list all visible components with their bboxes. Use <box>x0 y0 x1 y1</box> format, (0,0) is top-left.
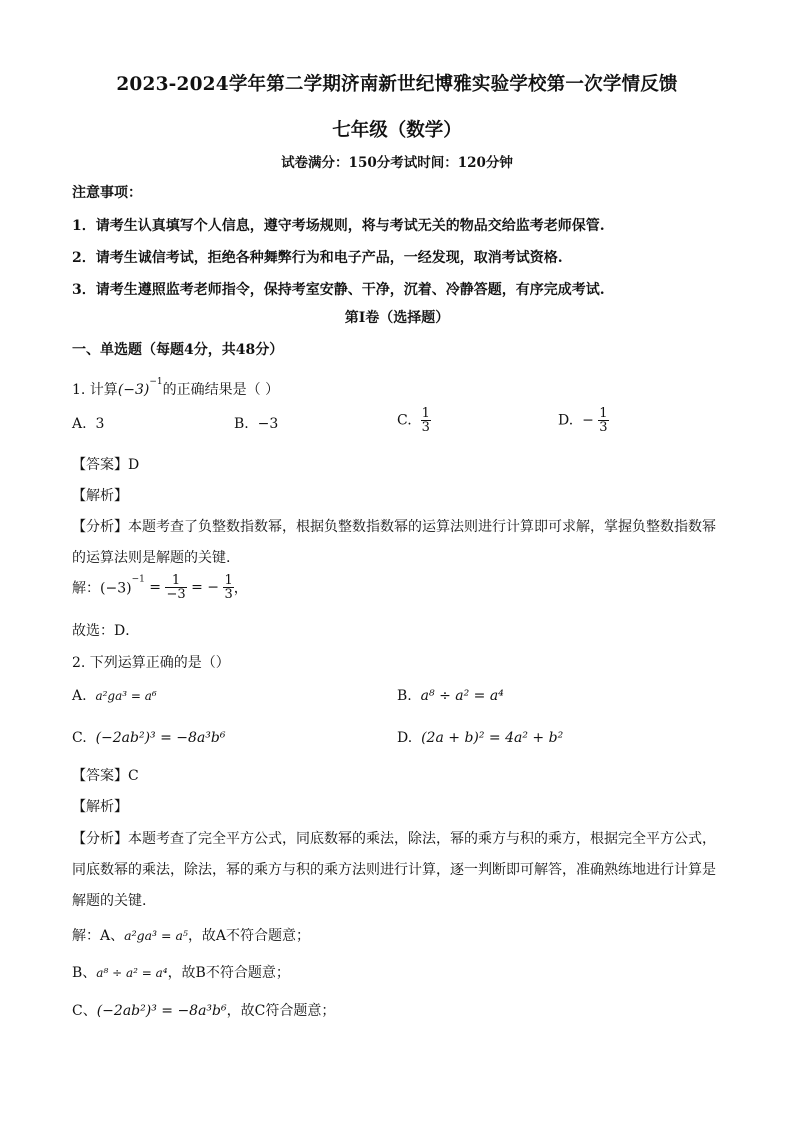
q2-solution-b-prefix: B、 <box>72 965 97 981</box>
q1-option-d-num: 1 <box>599 406 608 421</box>
q1-option-d-fraction <box>598 407 608 434</box>
q1-stem <box>72 379 734 399</box>
q1-stem-prefix: 1. 计算 <box>72 382 118 398</box>
q2-analysis-tag: 【解析】 <box>72 799 128 815</box>
q2-solution-a <box>72 925 734 945</box>
q2-analysis-line-3: 解题的关键. <box>72 893 147 909</box>
q2-solution-c-suffix: ，故C符合题意； <box>226 1003 336 1019</box>
q1-solution-den-2: 3 <box>224 587 233 602</box>
q2-solution-b-expr: a⁸ ÷ a² = a⁴ <box>96 966 168 980</box>
notice-item-2: 2．请考生诚信考试，拒绝各种舞弊行为和电子产品，一经发现，取消考试资格. <box>72 250 563 266</box>
q1-option-a-label: A. <box>72 416 87 432</box>
q2-analysis-line-1: 【分析】本题考查了完全平方公式，同底数幂的乘法，除法，幂的乘方与积的乘方，根据完全平方公式， <box>72 831 716 847</box>
q1-option-a <box>72 416 104 432</box>
q1-solution-fraction-1 <box>165 574 186 601</box>
q1-option-c <box>397 407 431 434</box>
q1-stem-expr: (−3) <box>117 382 150 398</box>
q1-answer: 【答案】D <box>72 457 140 473</box>
q1-analysis-line-1: 【分析】本题考查了负整数指数幂，根据负整数指数幂的运算法则进行计算即可求解，掌握负整数指数幂 <box>72 519 716 535</box>
q2-option-a-label: A. <box>72 688 87 704</box>
q1-analysis-line-2: 的运算法则是解题的关键. <box>72 550 231 566</box>
q2-solution-a-prefix: 解：A、 <box>72 928 125 944</box>
q1-option-d-den: 3 <box>599 420 608 435</box>
q1-stem-exp: −1 <box>149 377 163 388</box>
exam-subtitle: 七年级（数学） <box>332 120 462 141</box>
q1-option-b <box>234 416 278 432</box>
q1-option-b-value: −3 <box>257 416 279 432</box>
q2-solution-b <box>72 962 734 982</box>
q2-option-c-expr: (−2ab²)³ = −8a³b⁶ <box>95 730 226 746</box>
q2-option-d-expr: (2a + b)² = 4a² + b² <box>421 730 564 746</box>
q1-option-a-value: 3 <box>95 416 105 432</box>
q2-option-b-label: B. <box>397 688 412 704</box>
q2-option-b <box>397 688 504 704</box>
q1-solution-den-1: −3 <box>166 587 186 602</box>
q2-option-c-label: C. <box>72 730 87 746</box>
q1-solution-num-1: 1 <box>165 574 186 588</box>
notice-item-3: 3．请考生遵照监考老师指令，保持考室安静、干净，沉着、冷静答题，有序完成考试. <box>72 282 605 298</box>
q2-answer: 【答案】C <box>72 768 139 784</box>
q2-solution-c-expr: (−2ab²)³ = −8a³b⁶ <box>96 1003 227 1019</box>
q1-solution-prefix: 解：(−3) <box>72 580 132 597</box>
q1-option-c-num: 1 <box>421 406 430 421</box>
q2-solution-a-suffix: ，故A不符合题意； <box>187 928 311 944</box>
q1-solution-eq-2: = − <box>191 579 220 596</box>
q1-option-c-label: C. <box>397 412 412 429</box>
q1-conclusion: 故选：D． <box>72 623 140 639</box>
q1-option-b-label: B. <box>234 416 249 432</box>
q2-option-c <box>72 730 225 746</box>
q2-option-b-expr: a⁸ ÷ a² = a⁴ <box>420 688 504 704</box>
q2-analysis-line-2: 同底数幂的乘法，除法，幂的乘方与积的乘方法则进行计算，逐一判断即可解答，准确熟练地进行计算是 <box>72 862 716 878</box>
q2-option-a-expr: a²ga³ = a⁶ <box>95 689 157 703</box>
q1-stem-suffix: 的正确结果是（ ） <box>162 382 280 398</box>
section-title: 一、单选题（每题4分，共48分） <box>72 342 284 358</box>
q1-option-d <box>558 407 609 434</box>
exam-meta: 试卷满分：150分考试时间：120分钟 <box>281 155 513 171</box>
q1-solution-num-2: 1 <box>224 573 233 588</box>
q1-solution <box>72 574 734 601</box>
q1-solution-eq: = <box>149 579 162 596</box>
q2-option-d <box>397 730 563 746</box>
exam-title: 2023-2024学年第二学期济南新世纪博雅实验学校第一次学情反馈 <box>116 74 678 95</box>
q2-option-a <box>72 688 157 704</box>
q1-analysis-tag: 【解析】 <box>72 488 128 504</box>
q2-option-d-label: D. <box>397 730 413 746</box>
q2-solution-c-prefix: C、 <box>72 1003 97 1019</box>
q1-option-d-sign: − <box>582 412 594 429</box>
notice-heading: 注意事项： <box>72 185 142 201</box>
q1-solution-fraction-2 <box>223 574 233 601</box>
volume-title: 第I卷（选择题） <box>344 310 450 326</box>
q2-solution-c <box>72 1000 734 1020</box>
q2-solution-b-suffix: ，故B不符合题意； <box>167 965 290 981</box>
q1-option-c-den: 3 <box>421 420 430 435</box>
q2-solution-a-expr: a²ga³ = a⁵ <box>124 928 188 943</box>
q2-stem: 2. 下列运算正确的是（） <box>72 655 230 671</box>
q1-option-d-label: D. <box>558 412 574 429</box>
q1-solution-exp: −1 <box>131 574 145 585</box>
q1-option-c-fraction <box>421 407 431 434</box>
notice-item-1: 1．请考生认真填写个人信息，遵守考场规则，将与考试无关的物品交给监考老师保管. <box>72 218 605 234</box>
q1-solution-end: ， <box>233 580 248 597</box>
